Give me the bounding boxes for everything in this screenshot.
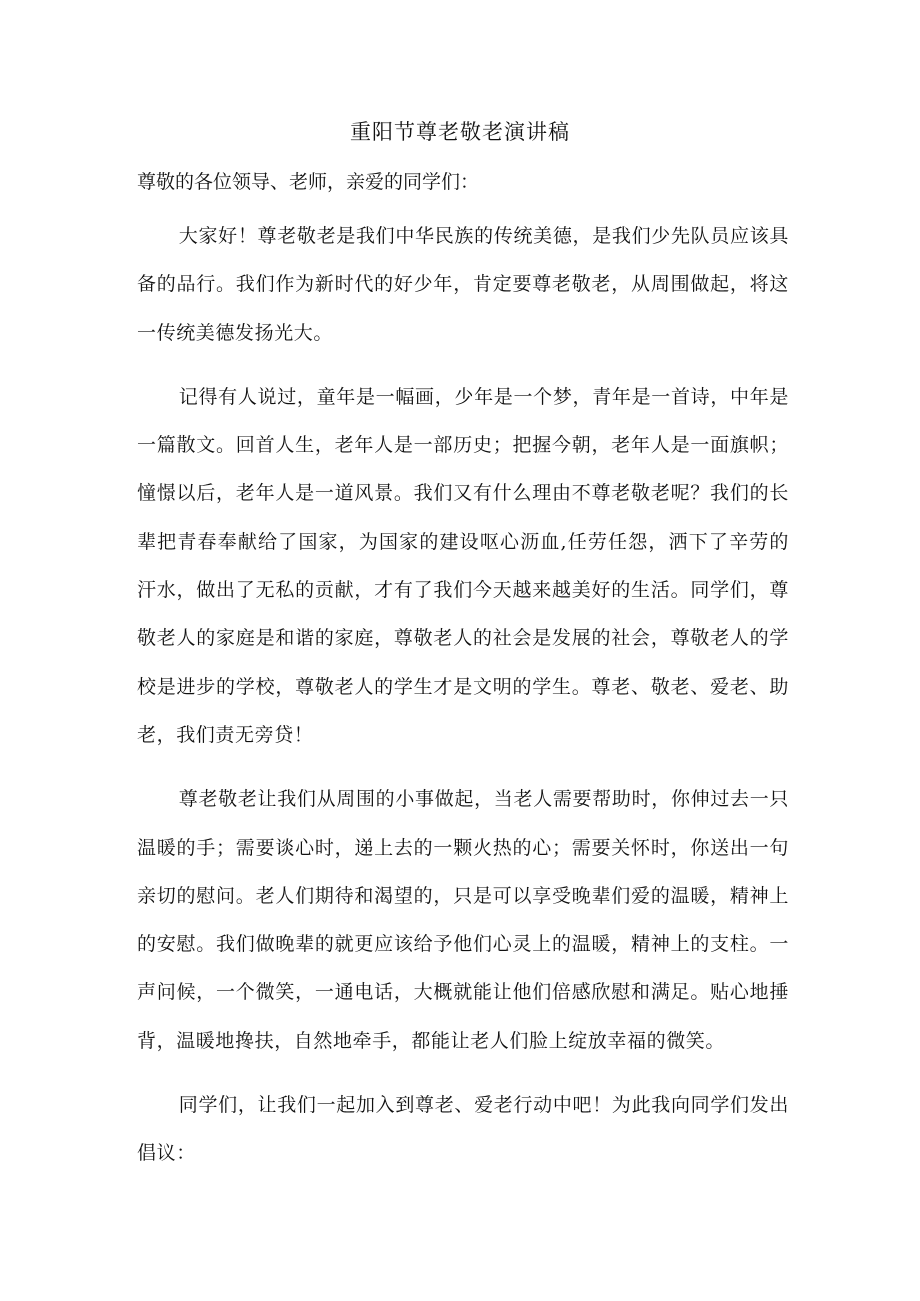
- salutation: 尊敬的各位领导、老师，亲爱的同学们：: [137, 171, 480, 193]
- paragraph: 同学们，让我们一起加入到尊老、爱老行动中吧！为此我向同学们发出倡议：: [137, 1094, 789, 1165]
- paragraph: 尊老敬老让我们从周围的小事做起，当老人需要帮助时，你伸过去一只温暖的手；需要谈心时，递上去的一颗火热的心；需要关怀时，你送出一句亲切的慰问。老人们期待和渴望的，只是可以享受晚辈们爱的温暖，精神上的安慰。我们做晚辈的就更应该给予他们心灵上的温暖，精神上的支柱。一声问候，一个微笑，一通电话，大概就能让他们倍感欣慰和满足。贴心地捶背，温暖地搀扶，自然地牵手，都能让老人们脸上绽放幸福的微笑。: [137, 788, 789, 1052]
- paragraph: 记得有人说过，童年是一幅画，少年是一个梦，青年是一首诗，中年是一篇散文。回首人生，老年人是一部历史；把握今朝，老年人是一面旗帜；憧憬以后，老年人是一道风景。我们又有什么理由不尊老敬老呢？我们的长辈把青春奉献给了国家，为国家的建设呕心沥血,任劳任怨，洒下了辛劳的汗水，做出了无私的贡献，才有了我们今天越来越美好的生活。同学们，尊敬老人的家庭是和谐的家庭，尊敬老人的社会是发展的社会，尊敬老人的学校是进步的学校，尊敬老人的学生才是文明的学生。尊老、敬老、爱老、助老，我们责无旁贷！: [137, 385, 789, 746]
- document-title: 重阳节尊老敬老演讲稿: [350, 120, 570, 144]
- paragraph: 大家好！尊老敬老是我们中华民族的传统美德，是我们少先队员应该具备的品行。我们作为新时代的好少年，肯定要尊老敬老，从周围做起，将这一传统美德发扬光大。: [137, 225, 789, 344]
- document-body: [137, 212, 789, 1194]
